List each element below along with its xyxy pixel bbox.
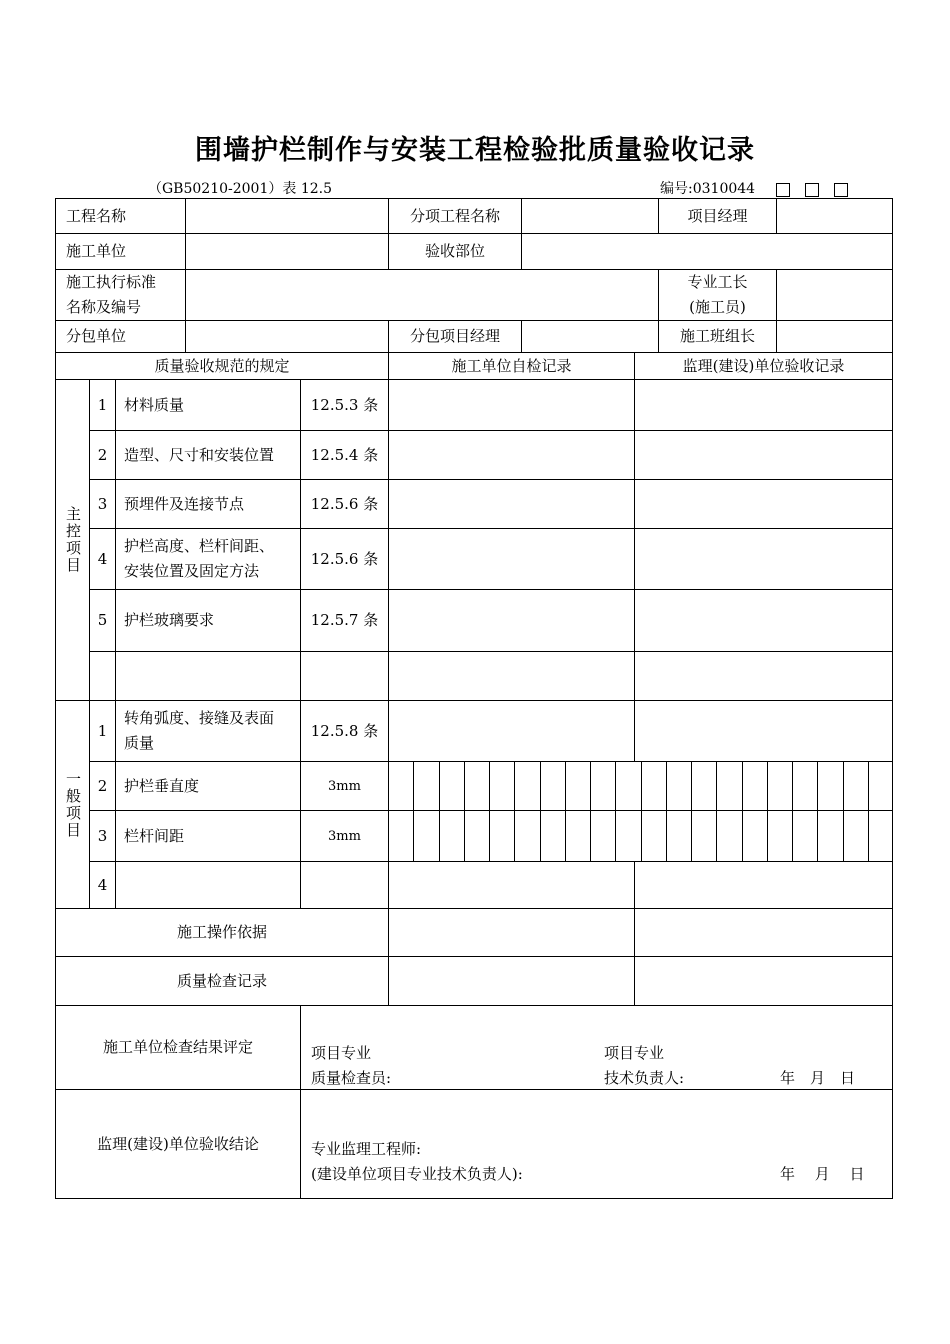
mc-no-4: 4 [89, 528, 116, 590]
label-supervision-conclusion: 监理(建设)单位验收结论 [55, 1089, 301, 1199]
mc-no-3: 3 [89, 479, 116, 529]
gen-name-2: 护栏垂直度 [115, 761, 301, 811]
gen-no-4: 4 [89, 861, 116, 909]
engineer-line2: (建设单位项目专业技术负责人): [311, 1165, 523, 1183]
mc-sup-1[interactable] [634, 379, 893, 431]
measure-divider [767, 810, 768, 861]
label-subcontractor: 分包单位 [55, 320, 186, 353]
measure-divider [843, 761, 844, 810]
measure-divider [868, 810, 869, 861]
measure-divider [615, 810, 616, 861]
mc-self-2[interactable] [388, 430, 635, 480]
mc-clause-6[interactable] [300, 651, 389, 701]
measure-divider [514, 810, 515, 861]
mc-sup-5[interactable] [634, 589, 893, 652]
label-sub-project: 分项工程名称 [388, 198, 522, 234]
measure-divider [514, 761, 515, 810]
label-foreman-line1: 专业工长 [687, 273, 748, 291]
field-project-name[interactable] [185, 198, 389, 234]
gen-name-1-line2: 质量 [124, 734, 155, 752]
label-construction-unit: 施工单位 [55, 233, 186, 270]
mc-clause-1: 12.5.3 条 [300, 379, 389, 431]
field-foreman[interactable] [776, 269, 893, 321]
mc-self-1[interactable] [388, 379, 635, 431]
mc-sup-6[interactable] [634, 651, 893, 701]
mc-no-5: 5 [89, 589, 116, 652]
gen-name-1-line1: 转角弧度、接缝及表面 [124, 709, 275, 727]
gen-name-1 [115, 700, 301, 762]
gen-clause-2: 3mm [300, 761, 389, 811]
measure-divider [792, 810, 793, 861]
mc-name-2: 造型、尺寸和安装位置 [115, 430, 301, 480]
mc-self-5[interactable] [388, 589, 635, 652]
gen-sup-4[interactable] [634, 861, 893, 909]
standard-reference: （GB50210-2001）表 12.5 [148, 181, 332, 197]
code-box-1[interactable] [776, 183, 790, 197]
mc-self-4[interactable] [388, 528, 635, 590]
gen-clause-3: 3mm [300, 810, 389, 862]
field-quality-sup[interactable] [634, 956, 893, 1006]
label-project-name: 工程名称 [55, 198, 186, 234]
measure-divider [540, 761, 541, 810]
measure-divider [540, 810, 541, 861]
label-quality-record: 质量检查记录 [55, 956, 389, 1006]
mc-clause-2: 12.5.4 条 [300, 430, 389, 480]
measure-divider [817, 761, 818, 810]
gen-name-3: 栏杆间距 [115, 810, 301, 862]
date-construction: 年 月 日 [780, 1069, 856, 1087]
measure-divider [666, 810, 667, 861]
field-quality-self[interactable] [388, 956, 635, 1006]
field-basis-self[interactable] [388, 908, 635, 957]
gen-sup-1[interactable] [634, 700, 893, 762]
measure-divider [792, 761, 793, 810]
document-code: 编号:0310044 [660, 181, 756, 197]
mc-sup-4[interactable] [634, 528, 893, 590]
field-sub-project[interactable] [521, 198, 659, 234]
label-standard-line1: 施工执行标准 [66, 273, 157, 291]
code-box-2[interactable] [805, 183, 819, 197]
tech-signature [604, 1041, 684, 1091]
date-supervision: 年 月 日 [780, 1165, 865, 1183]
mc-no-2: 2 [89, 430, 116, 480]
measure-divider [691, 761, 692, 810]
col-supervision: 监理(建设)单位验收记录 [634, 352, 893, 380]
inspector-signature [311, 1041, 391, 1091]
measure-divider [691, 810, 692, 861]
col-spec: 质量验收规范的规定 [55, 352, 389, 380]
measure-divider [742, 761, 743, 810]
measure-divider [641, 761, 642, 810]
mc-no-6 [89, 651, 116, 701]
mc-name-1: 材料质量 [115, 379, 301, 431]
measure-divider [413, 761, 414, 810]
field-team-leader[interactable] [776, 320, 893, 353]
measure-divider [489, 761, 490, 810]
measure-divider [565, 810, 566, 861]
gen-clause-1: 12.5.8 条 [300, 700, 389, 762]
label-standard [55, 269, 186, 321]
mc-clause-3: 12.5.6 条 [300, 479, 389, 529]
field-subcontractor[interactable] [185, 320, 389, 353]
mc-name-4 [115, 528, 301, 590]
measure-divider [742, 810, 743, 861]
measure-divider [464, 810, 465, 861]
mc-self-6[interactable] [388, 651, 635, 701]
label-team-leader: 施工班组长 [658, 320, 777, 353]
mc-self-3[interactable] [388, 479, 635, 529]
tech-line2: 技术负责人: [604, 1069, 685, 1087]
label-sub-manager: 分包项目经理 [388, 320, 522, 353]
field-basis-sup[interactable] [634, 908, 893, 957]
gen-no-1: 1 [89, 700, 116, 762]
measure-divider [464, 761, 465, 810]
label-acceptance-part: 验收部位 [388, 233, 522, 270]
inspector-line2: 质量检查员: [311, 1069, 392, 1087]
engineer-signature [311, 1137, 523, 1187]
mc-name-3: 预埋件及连接节点 [115, 479, 301, 529]
engineer-line1: 专业监理工程师: [311, 1140, 422, 1158]
measure-divider [590, 810, 591, 861]
measure-divider [439, 810, 440, 861]
gen-clause-4[interactable] [300, 861, 389, 909]
measure-divider [666, 761, 667, 810]
field-acceptance-part[interactable] [521, 233, 893, 270]
mc-no-1: 1 [89, 379, 116, 431]
measure-divider [716, 810, 717, 861]
mc-name-4-line2: 安装位置及固定方法 [124, 562, 260, 580]
measure-divider [868, 761, 869, 810]
document-title: 围墙护栏制作与安装工程检验批质量验收记录 [195, 135, 755, 166]
mc-clause-5: 12.5.7 条 [300, 589, 389, 652]
measure-divider [439, 761, 440, 810]
field-standard[interactable] [185, 269, 659, 321]
mc-name-4-line1: 护栏高度、栏杆间距、 [124, 537, 275, 555]
tech-line1: 项目专业 [604, 1044, 665, 1062]
gen-no-2: 2 [89, 761, 116, 811]
gen-no-3: 3 [89, 810, 116, 862]
inspector-line1: 项目专业 [311, 1044, 372, 1062]
measure-divider [590, 761, 591, 810]
label-construction-eval: 施工单位检查结果评定 [55, 1005, 301, 1090]
field-sub-manager[interactable] [521, 320, 659, 353]
field-construction-unit[interactable] [185, 233, 389, 270]
label-standard-line2: 名称及编号 [66, 298, 142, 316]
mc-name-6[interactable] [115, 651, 301, 701]
measure-divider [489, 810, 490, 861]
inspection-form [56, 199, 893, 1200]
label-basis: 施工操作依据 [55, 908, 389, 957]
col-self-check: 施工单位自检记录 [388, 352, 635, 380]
main-control-label-text: 主控项目 [64, 506, 82, 574]
measure-divider [716, 761, 717, 810]
measure-divider [817, 810, 818, 861]
field-project-manager[interactable] [776, 198, 893, 234]
main-control-label [55, 379, 90, 701]
measure-divider [565, 761, 566, 810]
label-project-manager: 项目经理 [658, 198, 777, 234]
measure-divider [641, 810, 642, 861]
label-foreman [658, 269, 777, 321]
label-foreman-line2: (施工员) [689, 298, 746, 316]
mc-name-5: 护栏玻璃要求 [115, 589, 301, 652]
gen-name-4[interactable] [115, 861, 301, 909]
measure-divider [843, 810, 844, 861]
code-box-3[interactable] [834, 183, 848, 197]
measure-divider [767, 761, 768, 810]
mc-sup-3[interactable] [634, 479, 893, 529]
mc-sup-2[interactable] [634, 430, 893, 480]
measure-divider [615, 761, 616, 810]
measure-divider [413, 810, 414, 861]
mc-clause-4: 12.5.6 条 [300, 528, 389, 590]
general-label [55, 700, 90, 909]
general-label-text: 一般项目 [64, 770, 82, 839]
gen-self-1[interactable] [388, 700, 635, 762]
gen-self-4[interactable] [388, 861, 635, 909]
